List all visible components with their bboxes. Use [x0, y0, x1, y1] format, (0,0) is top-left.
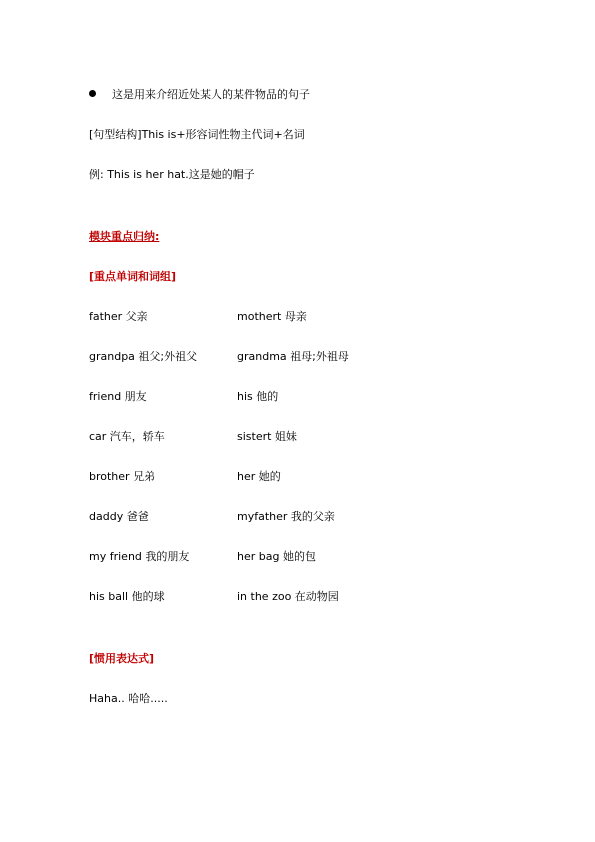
vocab-item-left: car 汽车，轿车 [89, 430, 165, 443]
vocab-item-right: sistert 姐妹 [237, 430, 297, 443]
vocab-item-right: her 她的 [237, 470, 281, 483]
vocab-item-right: her bag 她的包 [237, 550, 316, 563]
vocab-item-left: friend 朋友 [89, 390, 147, 403]
expression-heading: [惯用表达式] [89, 652, 155, 665]
vocab-item-right: grandma 祖母;外祖母 [237, 350, 349, 363]
vocab-item-left: father 父亲 [89, 310, 148, 323]
intro-bullet-text: 这是用来介绍近处某人的某件物品的句子 [112, 88, 310, 101]
expression-item: Haha.. 哈哈..... [89, 692, 168, 705]
vocab-item-left: grandpa 祖父;外祖父 [89, 350, 198, 363]
bullet-point [89, 90, 96, 97]
vocab-item-left: his ball 他的球 [89, 590, 165, 603]
sentence-structure: [句型结构]This is+形容词性物主代词+名词 [89, 128, 305, 141]
vocab-item-right: his 他的 [237, 390, 279, 403]
vocab-item-right: in the zoo 在动物园 [237, 590, 339, 603]
example-sentence: 例: This is her hat.这是她的帽子 [89, 168, 255, 181]
vocab-item-left: my friend 我的朋友 [89, 550, 190, 563]
vocab-item-right: mothert 母亲 [237, 310, 307, 323]
vocab-heading: [重点单词和词组] [89, 270, 177, 283]
vocab-item-left: brother 兄弟 [89, 470, 156, 483]
summary-title: 模块重点归纳: [89, 230, 160, 243]
vocab-item-left: daddy 爸爸 [89, 510, 149, 523]
vocab-item-right: myfather 我的父亲 [237, 510, 335, 523]
